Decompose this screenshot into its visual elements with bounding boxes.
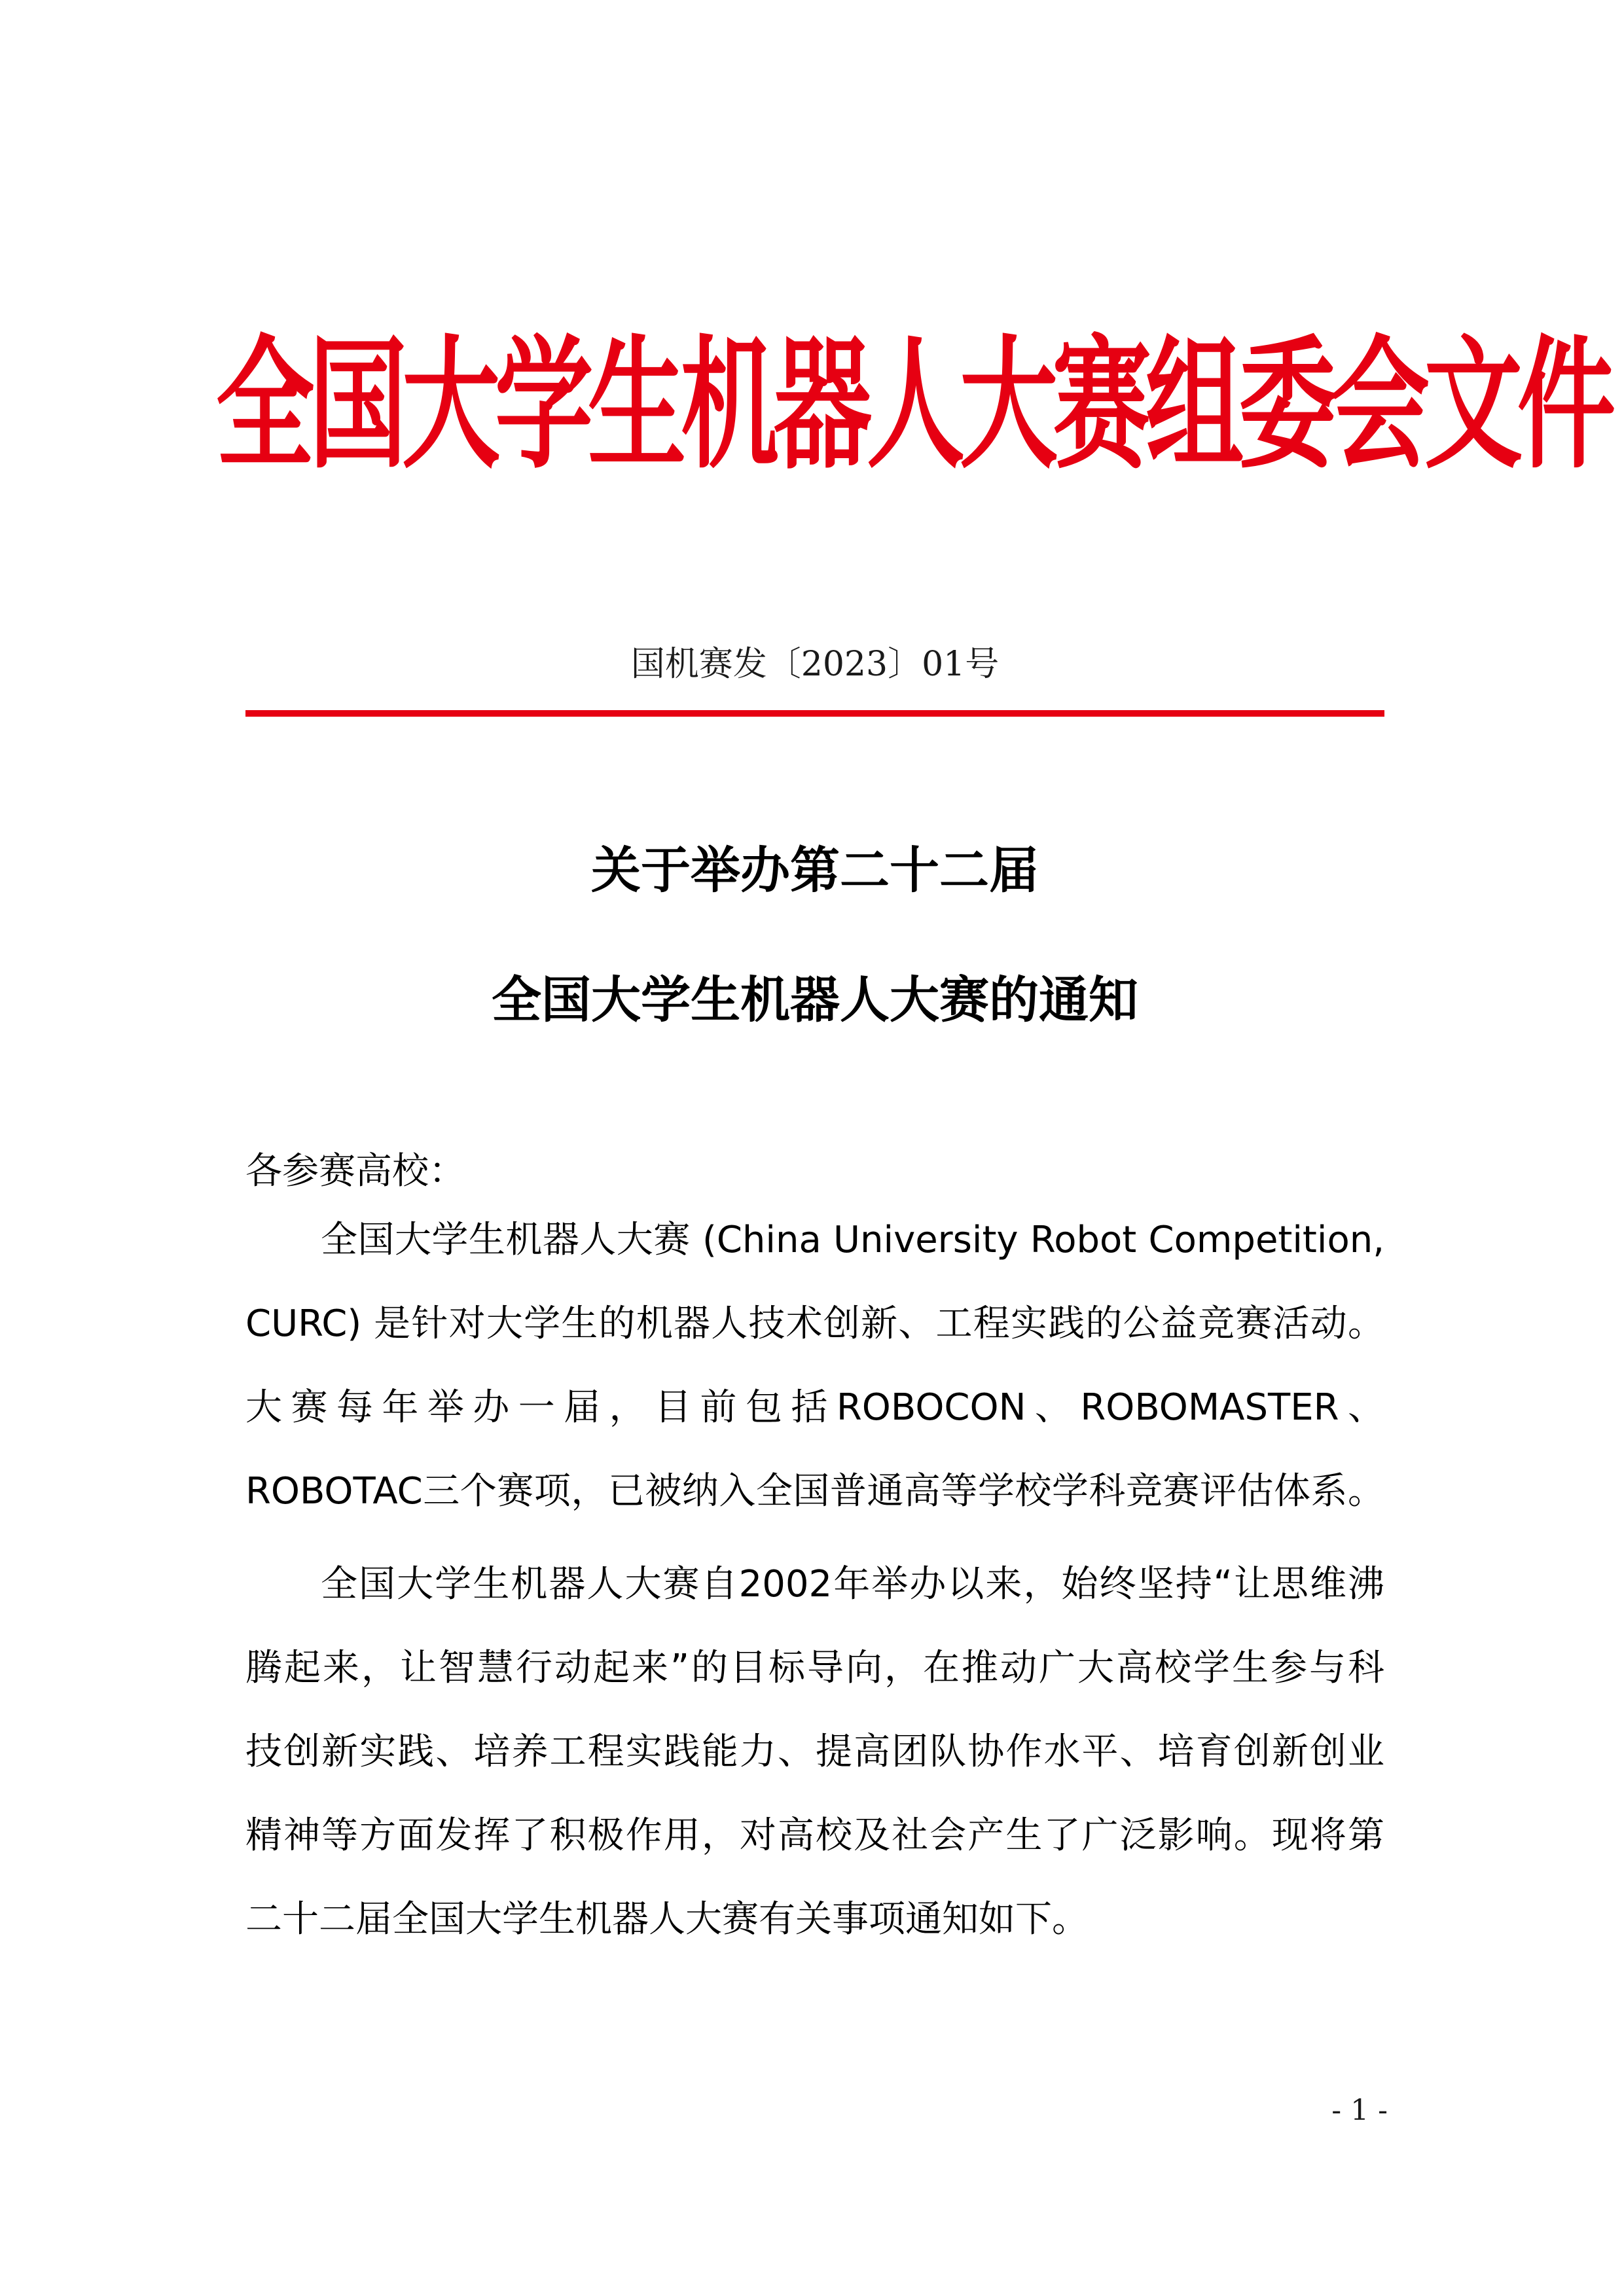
notice-title-line-2: 全国大学生机器人大赛的通知	[492, 971, 1138, 1029]
paragraph-2-line-5: 二十二届全国大学生机器人大赛有关事项通知如下。	[245, 1898, 1089, 1941]
paragraph-1-line-4: ROBOTAC三个赛项，已被纳入全国普通高等学校学科竞赛评估体系。	[245, 1470, 1384, 1513]
red-divider-line	[245, 710, 1384, 717]
document-number: 国机赛发〔2023〕01号	[630, 645, 1000, 684]
paragraph-2-line-3: 技创新实践、培养工程实践能力、提高团队协作水平、培育创新创业	[245, 1731, 1384, 1773]
page-number: - 1 -	[1331, 2094, 1388, 2127]
paragraph-2-line-2: 腾起来，让智慧行动起来”的目标导向，在推动广大高校学生参与科	[245, 1647, 1384, 1689]
salutation: 各参赛高校：	[245, 1150, 465, 1193]
paragraph-2-line-1: 全国大学生机器人大赛自2002年举办以来，始终坚持“让思维沸	[321, 1563, 1384, 1605]
paragraph-2-line-4: 精神等方面发挥了积极作用，对高校及社会产生了广泛影响。现将第	[245, 1814, 1384, 1857]
masthead-title: 全国大学生机器人大赛组委会文件	[216, 323, 1611, 489]
paragraph-1-line-3: 大赛每年举办一届，目前包括ROBOCON、ROBOMASTER、	[245, 1386, 1384, 1429]
paragraph-1-line-1: 全国大学生机器人大赛 (China University Robot Competition,	[321, 1219, 1384, 1261]
paragraph-1-line-2: CURC) 是针对大学生的机器人技术创新、工程实践的公益竞赛活动。	[245, 1302, 1384, 1345]
notice-title-line-1: 关于举办第二十二届	[591, 841, 1039, 899]
